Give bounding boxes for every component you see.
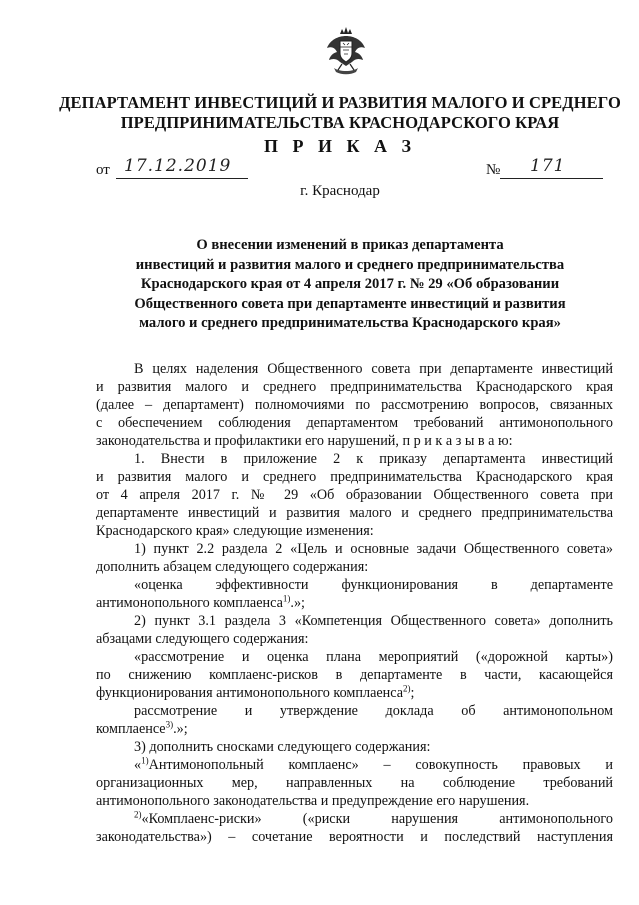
body-line: и развития малого и среднего предпринимательства Краснодарского края bbox=[96, 379, 613, 395]
handwritten-date: 17.12.2019 bbox=[124, 156, 232, 176]
document-title bbox=[120, 236, 580, 334]
text-run: Антимонопольный комплаенс» – совокупность правовых и bbox=[148, 757, 613, 773]
body-line: 2) пункт 3.1 раздела 3 «Компетенция Общественного совета» дополнить bbox=[134, 613, 613, 629]
body-line bbox=[96, 594, 613, 612]
text-run: антимонопольного комплаенса bbox=[96, 595, 283, 611]
text-run: « bbox=[134, 757, 142, 773]
body-line: В целях наделения Общественного совета при департаменте инвестиций bbox=[134, 361, 613, 377]
body-line bbox=[96, 720, 613, 738]
title-line: О внесении изменений в приказ департамента bbox=[196, 237, 504, 253]
body-line: (далее – департамент) полномочиями по рассмотрению вопросов, связанных bbox=[96, 397, 613, 413]
coat-of-arms-emblem bbox=[324, 26, 368, 76]
footnote-marker: 1) bbox=[282, 594, 291, 604]
text-run: ; bbox=[410, 685, 415, 701]
text-run: «Комплаенс-риски» («риски нарушения антимонопольного bbox=[141, 811, 613, 827]
number-underline bbox=[500, 178, 603, 179]
text-run: .»; bbox=[173, 721, 188, 737]
body-line: 3) дополнить сносками следующего содержания: bbox=[134, 739, 431, 755]
body-line: рассмотрение и утверждение доклада об антимонопольном bbox=[134, 703, 613, 719]
body-line: абзацами следующего содержания: bbox=[96, 631, 309, 647]
body-line bbox=[96, 684, 613, 702]
body-line: с обеспечением соблюдения департаментом требований антимонопольного bbox=[96, 415, 613, 431]
title-line: Общественного совета при департаменте инвестиций и развития bbox=[134, 295, 566, 312]
text-run: функционирования антимонопольного комплаенса bbox=[96, 685, 404, 701]
body-line: организационных мер, направленных на соблюдение требований bbox=[96, 775, 613, 791]
document-type-heading: П Р И К А З bbox=[263, 136, 417, 156]
footnote-marker: 3) bbox=[165, 720, 174, 730]
title-line: Краснодарского края от 4 апреля 2017 г. № 29 «Об образовании bbox=[140, 276, 560, 292]
body-line bbox=[96, 756, 613, 774]
text-run: комплаенсе bbox=[96, 721, 166, 737]
body-line: дополнить абзацем следующего содержания: bbox=[96, 559, 369, 575]
body-line: Краснодарского края» следующие изменения: bbox=[96, 523, 374, 539]
title-line: малого и среднего предпринимательства Краснодарского края» bbox=[139, 315, 561, 331]
date-prefix: от bbox=[96, 162, 110, 178]
number-prefix: № bbox=[486, 162, 501, 178]
footnote-marker: 2) bbox=[403, 684, 411, 694]
text-run: .»; bbox=[290, 595, 305, 611]
body-line: «рассмотрение и оценка плана мероприятий («дорожной карты») bbox=[134, 649, 613, 665]
date-underline bbox=[116, 178, 248, 179]
body-line: департаменте инвестиций и развития малого и среднего предпринимательства bbox=[96, 505, 613, 521]
body-line: законодательства и профилактики его нарушений, п р и к а з ы в а ю: bbox=[96, 433, 513, 449]
footnote-marker: 2) bbox=[134, 810, 142, 820]
title-line: инвестиций и развития малого и среднего предпринимательства bbox=[135, 256, 565, 273]
handwritten-number: 171 bbox=[530, 156, 566, 176]
department-name-line-2: ПРЕДПРИНИМАТЕЛЬСТВА КРАСНОДАРСКОГО КРАЯ bbox=[120, 113, 560, 132]
body-line: по снижению комплаенс-рисков в департаменте в части, касающейся bbox=[96, 667, 613, 683]
body-line: и развития малого и среднего предпринимательства Краснодарского края bbox=[96, 469, 613, 485]
body-line: антимонопольного законодательства и предупреждение его нарушения. bbox=[96, 793, 530, 809]
body-line bbox=[96, 810, 613, 828]
city-label: г. Краснодар bbox=[300, 183, 380, 199]
department-name-line-1: ДЕПАРТАМЕНТ ИНВЕСТИЦИЙ И РАЗВИТИЯ МАЛОГО И СРЕДНЕГО bbox=[59, 93, 621, 112]
body-line: от 4 апреля 2017 г. № 29 «Об образовании Общественного совета при bbox=[96, 487, 613, 503]
body-line: 1. Внести в приложение 2 к приказу департамента инвестиций bbox=[134, 451, 613, 467]
body-line: «оценка эффективности функционирования в департаменте bbox=[134, 577, 613, 593]
body-line: 1) пункт 2.2 раздела 2 «Цель и основные задачи Общественного совета» bbox=[134, 541, 613, 557]
footnote-marker: 1) bbox=[141, 756, 149, 766]
body-line: законодательства») – сочетание вероятности и последствий наступления bbox=[96, 829, 613, 845]
